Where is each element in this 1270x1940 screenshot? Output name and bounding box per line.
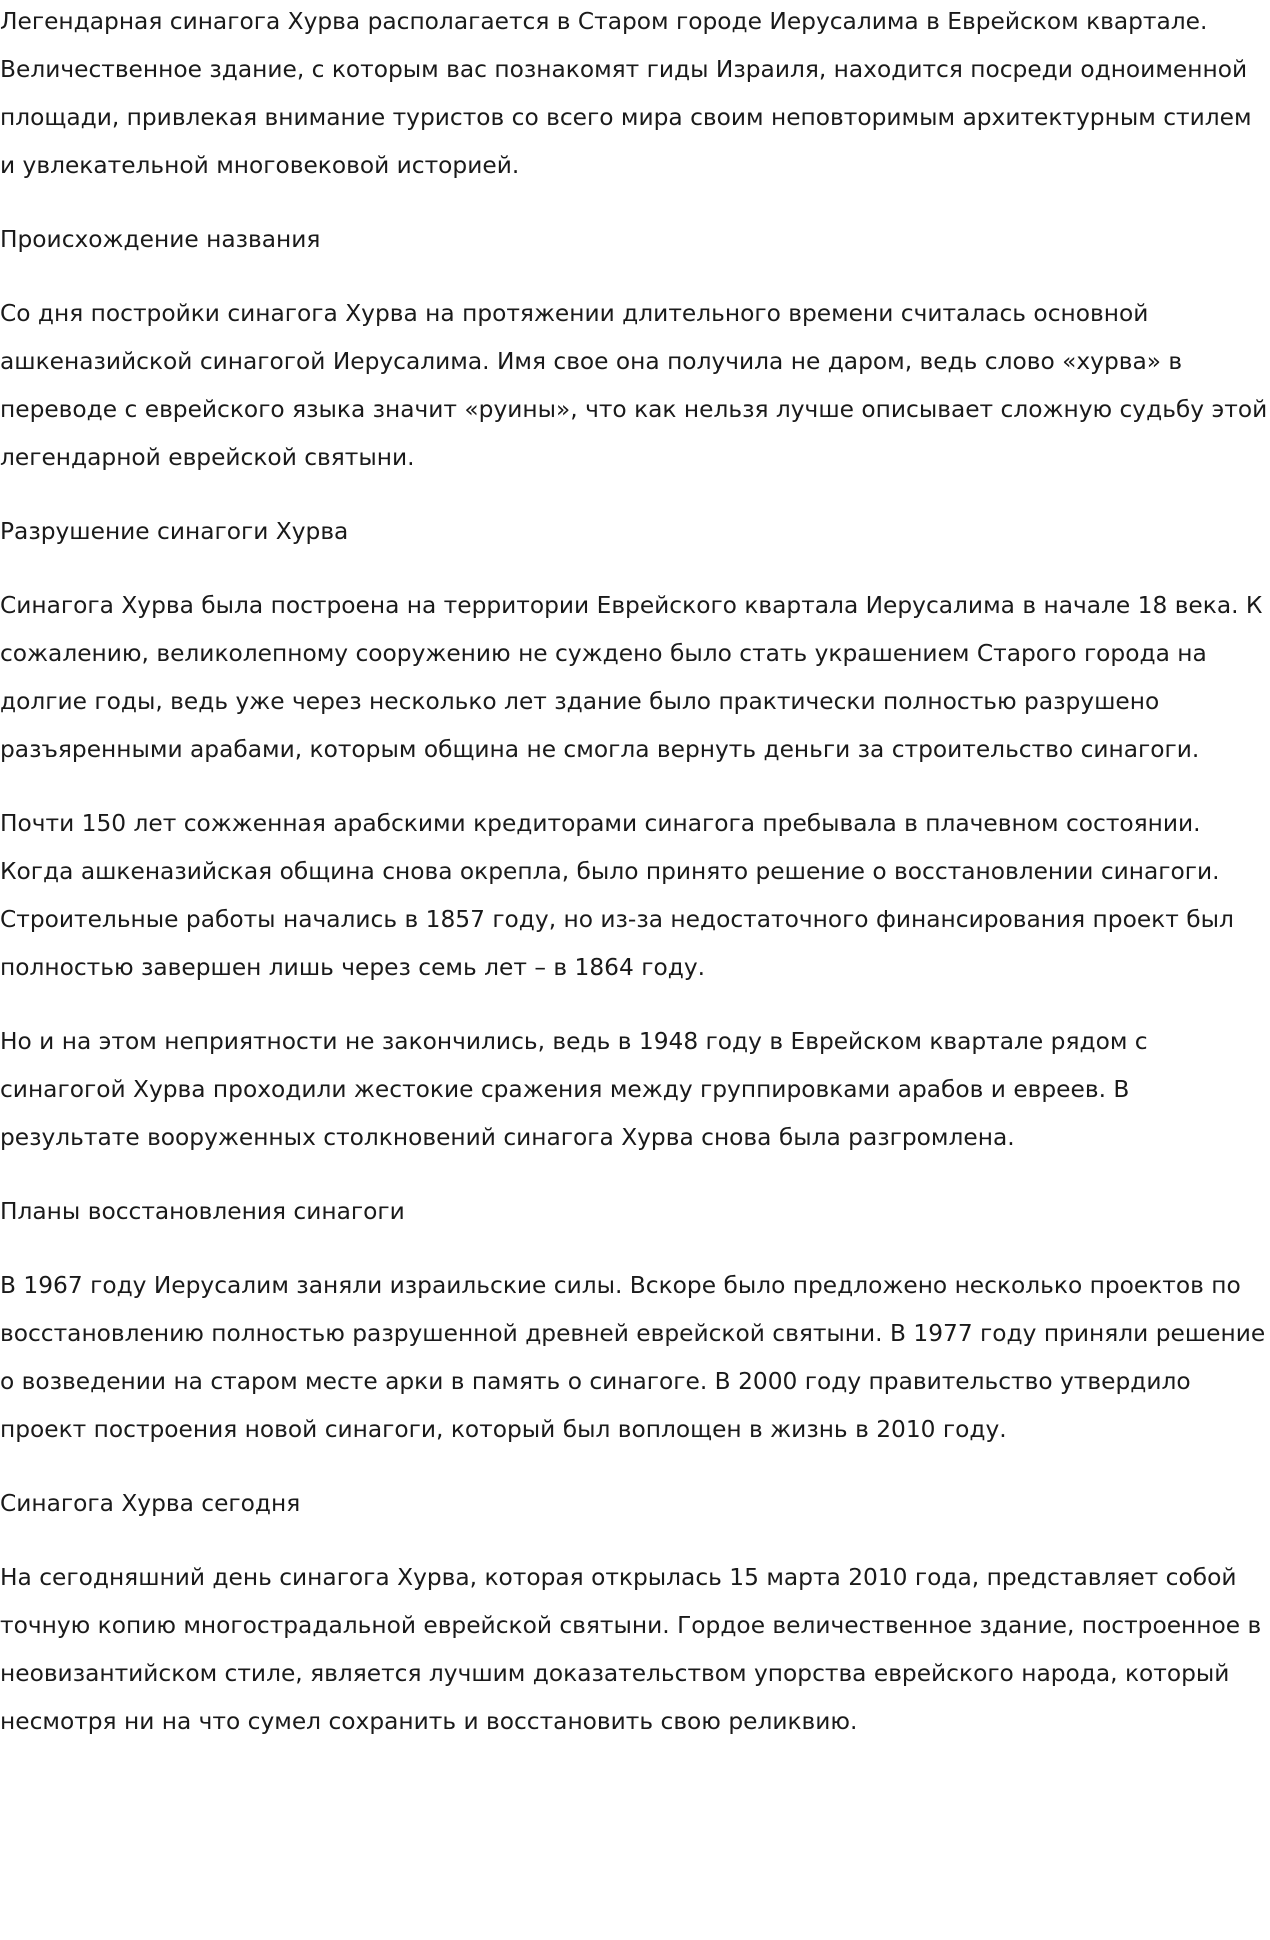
paragraph: Синагога Хурва была построена на территории Еврейского квартала Иерусалима в начале 18 века. К сожалению, великолепному сооружению не суждено было стать украшением Старого города на долгие годы, ведь уже через несколько лет здание было практически полностью разрушено разъяренными арабами, которым община не смогла вернуть деньги за строительство синагоги. [0,592,1263,763]
section-heading: Разрушение синагоги Хурва [0,518,349,545]
paragraph: Но и на этом неприятности не закончились, ведь в 1948 году в Еврейском квартале рядом с синагогой Хурва проходили жестокие сражения между группировками арабов и евреев. В результате вооруженных столкновений синагога Хурва снова была разгромлена. [0,1028,1148,1151]
paragraph: Со дня постройки синагога Хурва на протяжении длительного времени считалась основной ашкеназийской синагогой Иерусалима. Имя свое она получила не даром, ведь слово «хурва» в переводе с еврейского языка значит «руины», что как нельзя лучше описывает сложную судьбу этой легендарной еврейской святыни. [0,300,1268,471]
paragraph: Почти 150 лет сожженная арабскими кредиторами синагога пребывала в плачевном состоянии. Когда ашкеназийская община снова окрепла, было принято решение о восстановлении синагоги. Строительные работы начались в 1857 году, но из-за недостаточного финансирования проект был полностью завершен лишь через семь лет – в 1864 году. [0,810,1234,981]
section-heading: Происхождение названия [0,226,321,253]
intro-paragraph: Легендарная синагога Хурва располагается в Старом городе Иерусалима в Еврейском квартале. Величественное здание, с которым вас познакомят гиды Израиля, находится посреди одноименной площади, привлекая внимание туристов со всего мира своим неповторимым архитектурным стилем и увлекательной многовековой историей. [0,8,1252,179]
paragraph: На сегодняшний день синагога Хурва, которая открылась 15 марта 2010 года, представляет собой точную копию многострадальной еврейской святыни. Гордое величественное здание, построенное в неовизантийском стиле, является лучшим доказательством упорства еврейского народа, который несмотря ни на что сумел сохранить и восстановить свою реликвию. [0,1564,1262,1735]
section-heading: Планы восстановления синагоги [0,1198,405,1225]
section-heading: Синагога Хурва сегодня [0,1490,301,1517]
paragraph: В 1967 году Иерусалим заняли израильские силы. Вскоре было предложено несколько проектов по восстановлению полностью разрушенной древней еврейской святыни. В 1977 году приняли решение о возведении на старом месте арки в память о синагоге. В 2000 году правительство утвердило проект построения новой синагоги, который был воплощен в жизнь в 2010 году. [0,1272,1266,1443]
